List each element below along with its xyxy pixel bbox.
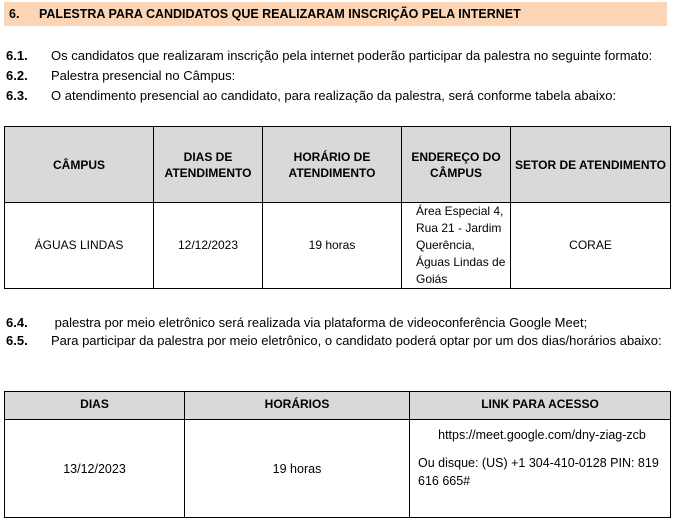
item-text: Palestra presencial no Câmpus: <box>51 68 236 83</box>
item-number: 6.1. <box>6 48 28 63</box>
online-table <box>4 391 671 518</box>
header-campus: CÂMPUS <box>5 127 154 203</box>
meet-link[interactable]: https://meet.google.com/dny-ziag-zcb <box>438 428 646 442</box>
header-dias: DIAS <box>5 392 185 420</box>
cell-link <box>410 420 671 518</box>
item-number: 6.2. <box>6 68 28 83</box>
item-6-4 <box>6 314 671 332</box>
section-title: PALESTRA PARA CANDIDATOS QUE REALIZARAM INSCRIÇÃO PELA INTERNET <box>39 7 521 21</box>
header-setor: SETOR DE ATENDIMENTO <box>511 127 671 203</box>
item-text: Para participar da palestra por meio eletrônico, o candidato poderá optar por um dos dias/horários abaixo: <box>51 333 662 348</box>
item-text: palestra por meio eletrônico será realizada via plataforma de videoconferência Google Meet; <box>51 315 588 330</box>
section-number: 6. <box>9 7 20 21</box>
cell-dia: 12/12/2023 <box>154 203 263 289</box>
item-number: 6.4. <box>6 315 28 330</box>
header-link: LINK PARA ACESSO <box>410 392 671 420</box>
table-row <box>5 420 671 518</box>
cell-horario: 19 horas <box>263 203 402 289</box>
table-header-row <box>5 127 671 203</box>
cell-horario: 19 horas <box>185 420 410 518</box>
presencial-table <box>4 126 671 289</box>
cell-endereco: Área Especial 4, Rua 21 - Jardim Querência, Águas Lindas de Goiás <box>402 203 511 289</box>
item-6-3 <box>6 87 671 105</box>
item-6-5 <box>6 332 671 350</box>
table-header-row <box>5 392 671 420</box>
header-endereco: ENDEREÇO DO CÂMPUS <box>402 127 511 203</box>
cell-dia: 13/12/2023 <box>5 420 185 518</box>
table-row <box>5 203 671 289</box>
section-heading <box>4 2 667 26</box>
cell-campus: ÁGUAS LINDAS <box>5 203 154 289</box>
header-horario: HORÁRIO DE ATENDIMENTO <box>263 127 402 203</box>
item-6-2 <box>6 67 671 85</box>
item-6-1 <box>6 47 671 65</box>
dial-in-text: Ou disque: (US) +1 304-410-0128 PIN: 819 616 665# <box>418 456 659 488</box>
item-number: 6.5. <box>6 333 28 348</box>
item-text: O atendimento presencial ao candidato, para realização da palestra, será conforme tabela abaixo: <box>51 88 617 103</box>
item-number: 6.3. <box>6 88 28 103</box>
item-text: Os candidatos que realizaram inscrição pela internet poderão participar da palestra no seguinte formato: <box>51 48 653 63</box>
cell-setor: CORAE <box>511 203 671 289</box>
header-dias: DIAS DE ATENDIMENTO <box>154 127 263 203</box>
header-horarios: HORÁRIOS <box>185 392 410 420</box>
